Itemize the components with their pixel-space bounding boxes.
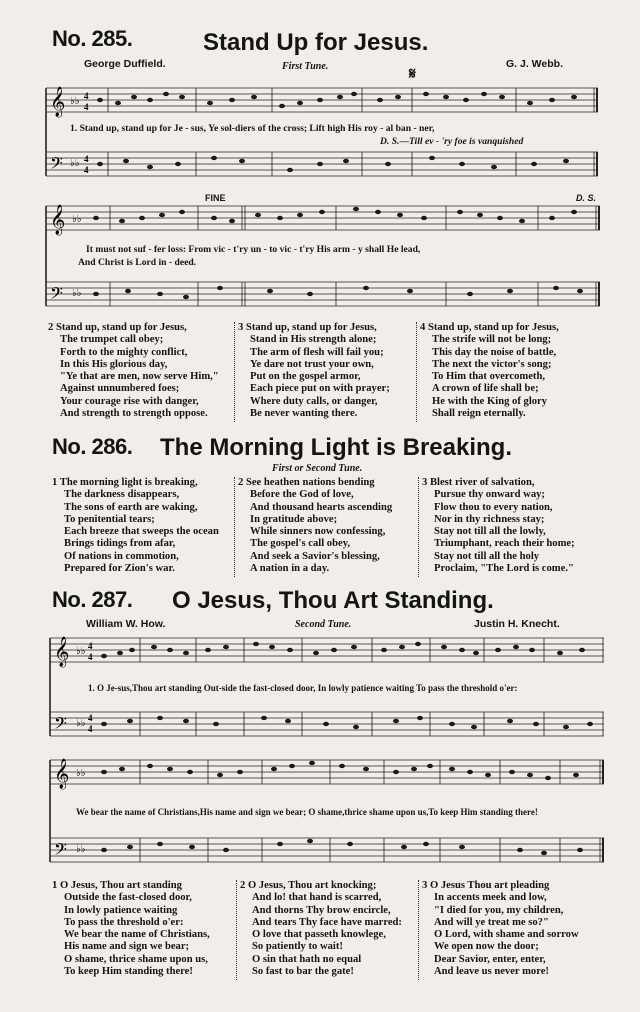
hymn-287-music-lyric-1: 1. O Je-sus,Thou art standing Out-side the fast-closed door, In lowly patience waiting To pass the threshold o'er: — [88, 683, 518, 693]
svg-text:4: 4 — [84, 154, 89, 164]
hymn-285-verse-4: 4 Stand up, stand up for Jesus, The strife will not be long; This day the noise of battle, The next the victor's song; To Him that overcometh, A crown of life shall be; He with the King of glory Shall reign eternally. — [420, 322, 559, 420]
svg-text:♭♭: ♭♭ — [76, 718, 86, 729]
svg-text:4: 4 — [88, 652, 93, 662]
verse-divider — [416, 322, 417, 422]
verse-divider — [418, 880, 419, 980]
hymn-287-verse-2: 2 O Jesus, Thou art knocking; And lo! that hand is scarred, And thorns Thy brow encircle, And tears Thy face have marred: O love that passeth knowlege, So patiently to wait! O sin that hath no equal So fast to bar the gate! — [240, 880, 402, 978]
hymn-285-composer: G. J. Webb. — [506, 58, 563, 70]
svg-text:𝄢: 𝄢 — [54, 713, 67, 737]
svg-text:𝄞: 𝄞 — [54, 759, 70, 789]
hymn-287-verse-3: 3 O Jesus Thou art pleading In accents meek and low, "I died for you, my children, And will ye treat me so?" O Lord, with shame and sorrow We open now the door; Dear Savior, enter, enter, And leave us never more! — [422, 880, 579, 978]
svg-text:𝄢: 𝄢 — [50, 153, 63, 177]
verse-divider — [234, 322, 235, 422]
svg-text:♭♭: ♭♭ — [70, 158, 80, 169]
svg-text:4: 4 — [84, 165, 89, 175]
hymn-285-verse-3: 3 Stand up, stand up for Jesus, Stand in His strength alone; The arm of flesh will fail you; Ye dare not trust your own, Put on the gospel armor, Each piece put on with prayer; Where duty calls, or danger, Be never wanting there. — [238, 322, 390, 420]
svg-text:♭♭: ♭♭ — [76, 844, 86, 855]
svg-text:𝄞: 𝄞 — [50, 87, 66, 117]
hymn-285-music-lyric-2: It must not suf - fer loss: From vic - t'ry un - to vic - t'ry His arm - y shall He lead, — [86, 244, 421, 255]
hymn-285-ds-lyric: D. S.—Till ev - 'ry foe is vanquished — [380, 136, 524, 147]
hymn-286-verse-2: 2 See heathen nations bending Before the God of love, And thousand hearts ascending In gratitude above; While sinners now confessing, The gospel's call obey, And seek a Savior's blessing, A nation in a day. — [238, 477, 393, 575]
svg-text:4: 4 — [88, 641, 93, 651]
hymn-286-title: The Morning Light is Breaking. — [160, 434, 513, 461]
hymn-285-music-lyric-3: And Christ is Lord in - deed. — [78, 257, 197, 268]
hymn-287-verse-1: 1 O Jesus, Thou art standing Outside the fast-closed door, In lowly patience waiting To pass the threshold o'er: We bear the name of Christians, His name and sign we bear; O shame, thrice shame upon us, To keep Him standing there! — [52, 880, 210, 978]
verse-divider — [418, 477, 419, 577]
svg-text:4: 4 — [84, 102, 89, 112]
hymn-287-tune: Second Tune. — [295, 619, 352, 630]
svg-text:4: 4 — [84, 91, 89, 101]
hymn-287-title: O Jesus, Thou Art Standing. — [172, 587, 494, 614]
svg-text:♭♭: ♭♭ — [70, 96, 80, 107]
hymn-285-author: George Duffield. — [84, 58, 166, 70]
hymn-285-music-lyric-1: 1. Stand up, stand up for Je - sus, Ye sol-diers of the cross; Lift high His roy - al ban - ner, — [70, 123, 435, 134]
ds-mark: D. S. — [576, 193, 597, 203]
hymn-285-number: No. 285. — [52, 26, 133, 51]
hymn-285-verse-2: 2 Stand up, stand up for Jesus, The trumpet call obey; Forth to the mighty conflict, In this His glorious day, "Ye that are men, now serve Him," Against unnumbered foes; Your courage rise with danger, And strength to strength oppose. — [48, 322, 219, 420]
svg-text:♭♭: ♭♭ — [76, 646, 86, 657]
svg-text:𝄞: 𝄞 — [50, 205, 66, 235]
segno-icon: 𝄋 — [409, 66, 416, 83]
hymn-286-number: No. 286. — [52, 434, 133, 459]
svg-text:♭♭: ♭♭ — [72, 288, 82, 299]
hymn-286-verse-3: 3 Blest river of salvation, Pursue thy onward way; Flow thou to every nation, Nor in thy richness stay; Stay not till all the lowly, Triumphant, reach their home; Stay not till all the holy Proclaim, "The Lord is come." — [422, 477, 575, 575]
hymn-287-author: William W. How. — [86, 618, 166, 630]
hymn-287-music-lyric-2: We bear the name of Christians,His name and sign we bear; O shame,thrice shame upon us,To keep Him standing there! — [76, 807, 538, 817]
svg-text:♭♭: ♭♭ — [72, 214, 82, 225]
fine-mark: FINE — [205, 193, 226, 203]
svg-text:𝄢: 𝄢 — [54, 839, 67, 863]
svg-text:𝄢: 𝄢 — [50, 283, 63, 307]
hymn-285-tune: First Tune. — [282, 61, 329, 72]
hymn-287-composer: Justin H. Knecht. — [474, 618, 560, 630]
svg-text:𝄞: 𝄞 — [54, 637, 70, 667]
hymn-287-number: No. 287. — [52, 587, 133, 612]
verse-divider — [234, 477, 235, 577]
svg-text:4: 4 — [88, 713, 93, 723]
hymn-285-title: Stand Up for Jesus. — [203, 29, 429, 56]
hymn-286-tune: First or Second Tune. — [272, 463, 363, 474]
svg-text:♭♭: ♭♭ — [76, 768, 86, 779]
hymn-286-verse-1: 1 The morning light is breaking, The darkness disappears, The sons of earth are waking, To penitential tears; Each breeze that sweeps the ocean Brings tidings from afar, Of nations in commotion, Prepared for Zion's war. — [52, 477, 219, 575]
verse-divider — [236, 880, 237, 980]
svg-text:4: 4 — [88, 724, 93, 734]
